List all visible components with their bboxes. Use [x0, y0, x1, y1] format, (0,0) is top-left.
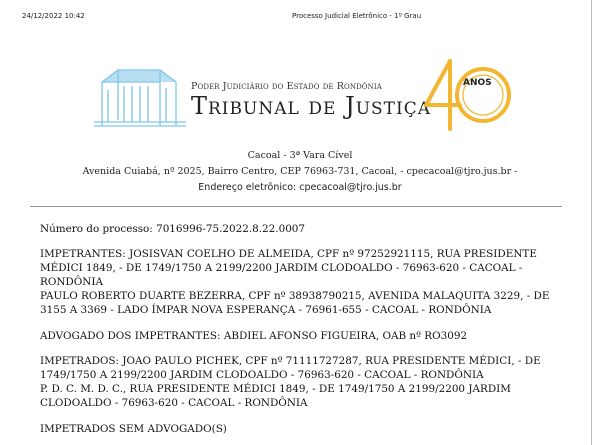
court-address: Avenida Cuiabá, nº 2025, Bairro Centro, CEP 76963-731, Cacoal, - cpecacoal@tjro.jus.br - — [82, 166, 518, 177]
impetrantes-section — [40, 247, 562, 317]
impetrante-1: IMPETRANTES: JOSISVAN COELHO DE ALMEIDA, CPF nº 97252921115, RUA PRESIDENTE MÉDICI 1849, - DE 1749/1750 A 2199/2200 JARDIM CLODOALDO - 76963-620 - CACOAL - RONDÔNIA — [40, 248, 537, 288]
sem-advogado-line: IMPETRADOS SEM ADVOGADO(S) — [40, 423, 227, 435]
impetrados-section — [40, 354, 562, 410]
impetrado-1: IMPETRADOS: JOAO PAULO PICHEK, CPF nº 71111727287, RUA PRESIDENTE MÉDICI, - DE 1749/1750 A 2199/2200 JARDIM CLODOALDO - 76963-620 - CACOAL - RONDÔNIA — [40, 355, 541, 381]
logo-subtitle: Poder Judiciário do Estado de Rondônia — [191, 81, 382, 92]
impetrado-2: P. D. C. M. D. C., RUA PRESIDENTE MÉDICI 1849, - DE 1749/1750 A 2199/2200 JARDIM CLODOALDO - 76963-620 - CACOAL - RONDÔNIA — [40, 383, 511, 409]
impetrante-2: PAULO ROBERTO DUARTE BEZERRA, CPF nº 38938790215, AVENIDA MALAQUITA 3229, - DE 3155 A 3369 - LADO ÍMPAR NOVA ESPERANÇA - 76961-655 - CACOAL - RONDÔNIA — [40, 290, 550, 316]
advogado-line: ADVOGADO DOS IMPETRANTES: ABDIEL AFONSO FIGUEIRA, OAB nº RO3092 — [40, 330, 468, 342]
anniversary-40-badge-icon — [420, 55, 516, 135]
court-name: Cacoal - 3ª Vara Cível — [247, 150, 353, 161]
logo-anos-label: ANOS — [463, 78, 492, 88]
courthouse-logo-icon — [90, 60, 190, 130]
print-datetime: 24/12/2022 10:42 — [22, 12, 85, 20]
court-email: Endereço eletrônico: cpecacoal@tjro.jus.br — [198, 182, 402, 193]
process-number: Número do processo: 7016996-75.2022.8.22.0007 — [40, 223, 306, 235]
logo-title: Tribunal de Justiça — [191, 92, 432, 120]
header-divider — [30, 206, 562, 207]
print-title: Processo Judicial Eletrônico - 1º Grau — [292, 12, 422, 20]
tjro-logo — [90, 55, 520, 135]
